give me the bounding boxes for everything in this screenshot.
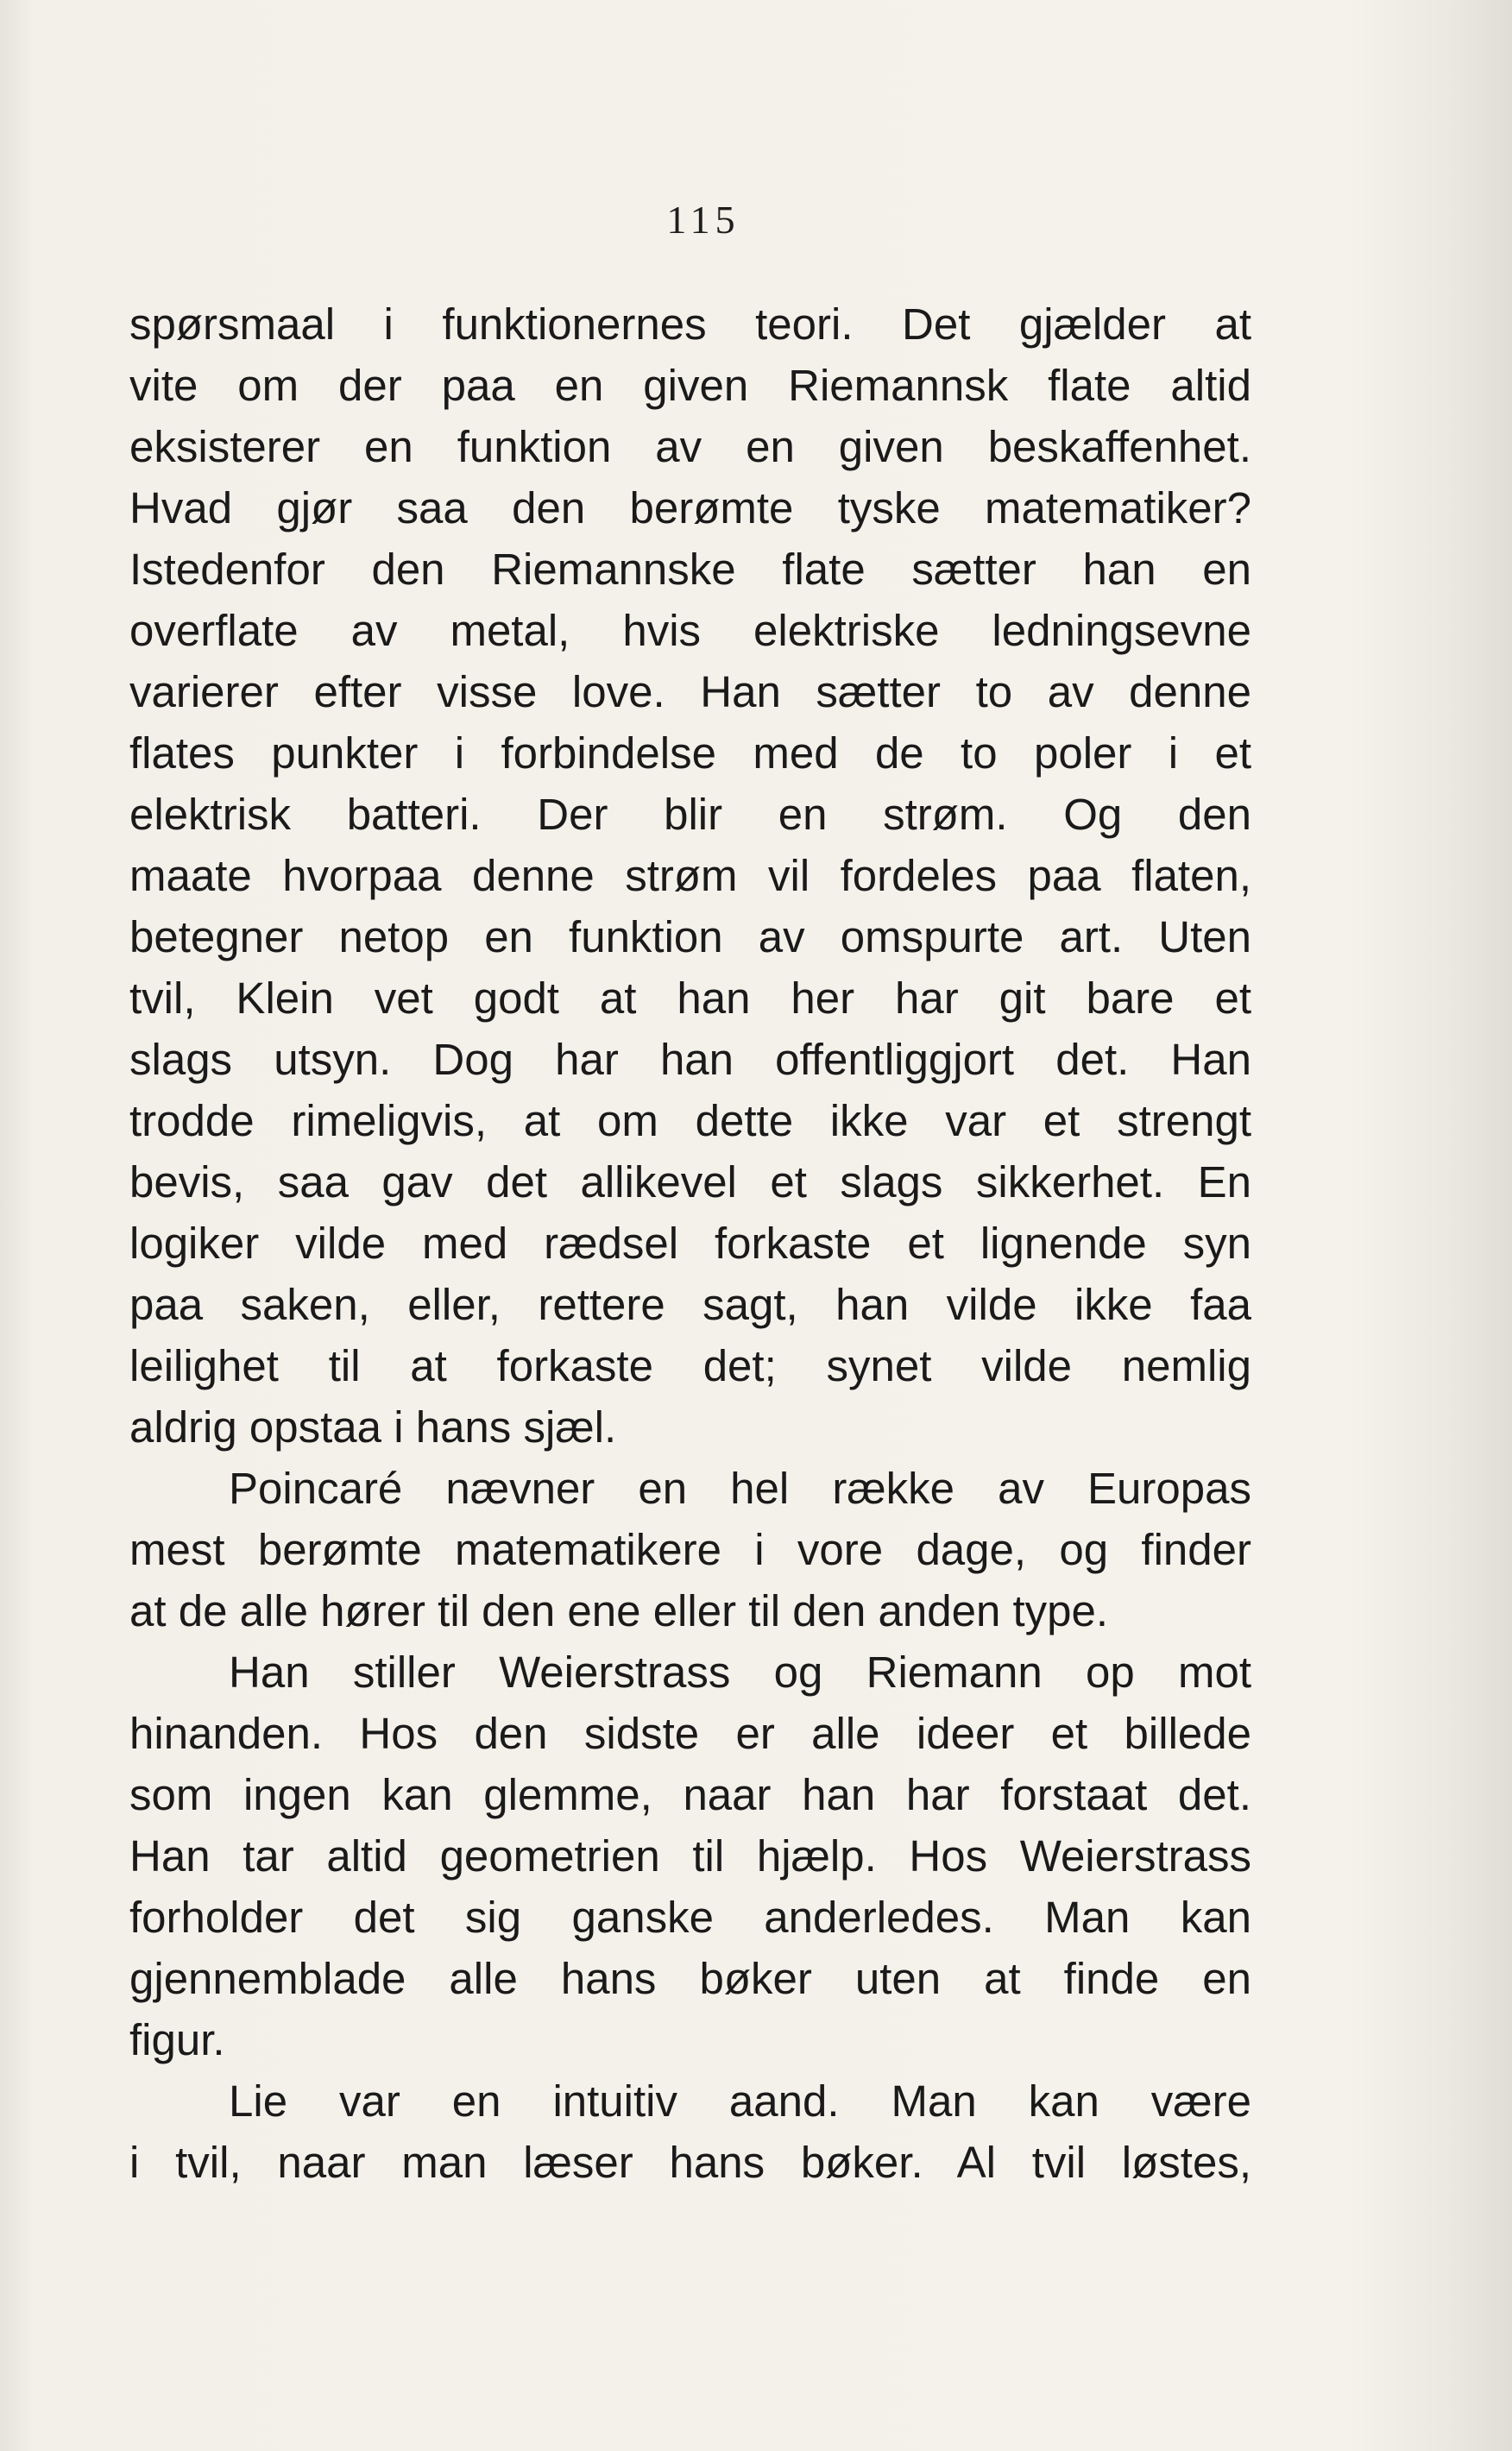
- text-line: eksisterer en funktion av en given beskaffenhet.: [129, 422, 1251, 471]
- text-line: slags utsyn. Dog har han offentliggjort det. Han: [129, 1035, 1251, 1084]
- text-line: Istedenfor den Riemannske flate sætter han en: [129, 545, 1251, 594]
- text-line: maate hvorpaa denne strøm vil fordeles paa flaten,: [129, 851, 1251, 900]
- text-line: tvil, Klein vet godt at han her har git bare et: [129, 973, 1251, 1023]
- text-line: trodde rimeligvis, at om dette ikke var et strengt: [129, 1096, 1251, 1145]
- text-line: elektrisk batteri. Der blir en strøm. Og den: [129, 790, 1251, 839]
- text-line: gjennemblade alle hans bøker uten at finde en: [129, 1954, 1251, 2003]
- text-line: at de alle hører til den ene eller til den anden type.: [129, 1586, 1109, 1635]
- text-line: flates punkter i forbindelse med de to poler i et: [129, 728, 1251, 778]
- page-number: 115: [666, 198, 740, 242]
- text-line: paa saken, eller, rettere sagt, han vilde ikke faa: [129, 1280, 1251, 1329]
- text-line: Han stiller Weierstrass og Riemann op mot: [229, 1648, 1251, 1697]
- text-line: Lie var en intuitiv aand. Man kan være: [229, 2076, 1251, 2126]
- text-line: Poincaré nævner en hel række av Europas: [229, 1464, 1251, 1513]
- text-line: overflate av metal, hvis elektriske ledningsevne: [129, 606, 1251, 655]
- text-line: Han tar altid geometrien til hjælp. Hos Weierstrass: [129, 1831, 1251, 1881]
- text-line: bevis, saa gav det allikevel et slags sikkerhet. En: [129, 1157, 1251, 1207]
- text-line: i tvil, naar man læser hans bøker. Al tvil løstes,: [129, 2138, 1251, 2187]
- text-line: figur.: [129, 2015, 225, 2064]
- text-line: leilighet til at forkaste det; synet vilde nemlig: [129, 1341, 1251, 1390]
- text-line: varierer efter visse love. Han sætter to av denne: [129, 667, 1251, 716]
- text-line: spørsmaal i funktionernes teori. Det gjælder at: [129, 299, 1251, 349]
- text-line: mest berømte matematikere i vore dage, og finder: [129, 1525, 1251, 1574]
- text-line: vite om der paa en given Riemannsk flate altid: [129, 361, 1251, 410]
- body-text: [129, 293, 1251, 2193]
- text-line: Hvad gjør saa den berømte tyske matematiker?: [129, 483, 1251, 532]
- text-line: som ingen kan glemme, naar han har forstaat det.: [129, 1770, 1251, 1819]
- text-line: forholder det sig ganske anderledes. Man kan: [129, 1893, 1251, 1942]
- text-line: betegner netop en funktion av omspurte art. Uten: [129, 912, 1251, 961]
- text-line: aldrig opstaa i hans sjæl.: [129, 1402, 617, 1452]
- text-line: logiker vilde med rædsel forkaste et lignende syn: [129, 1219, 1251, 1268]
- text-line: hinanden. Hos den sidste er alle ideer et billede: [129, 1709, 1251, 1758]
